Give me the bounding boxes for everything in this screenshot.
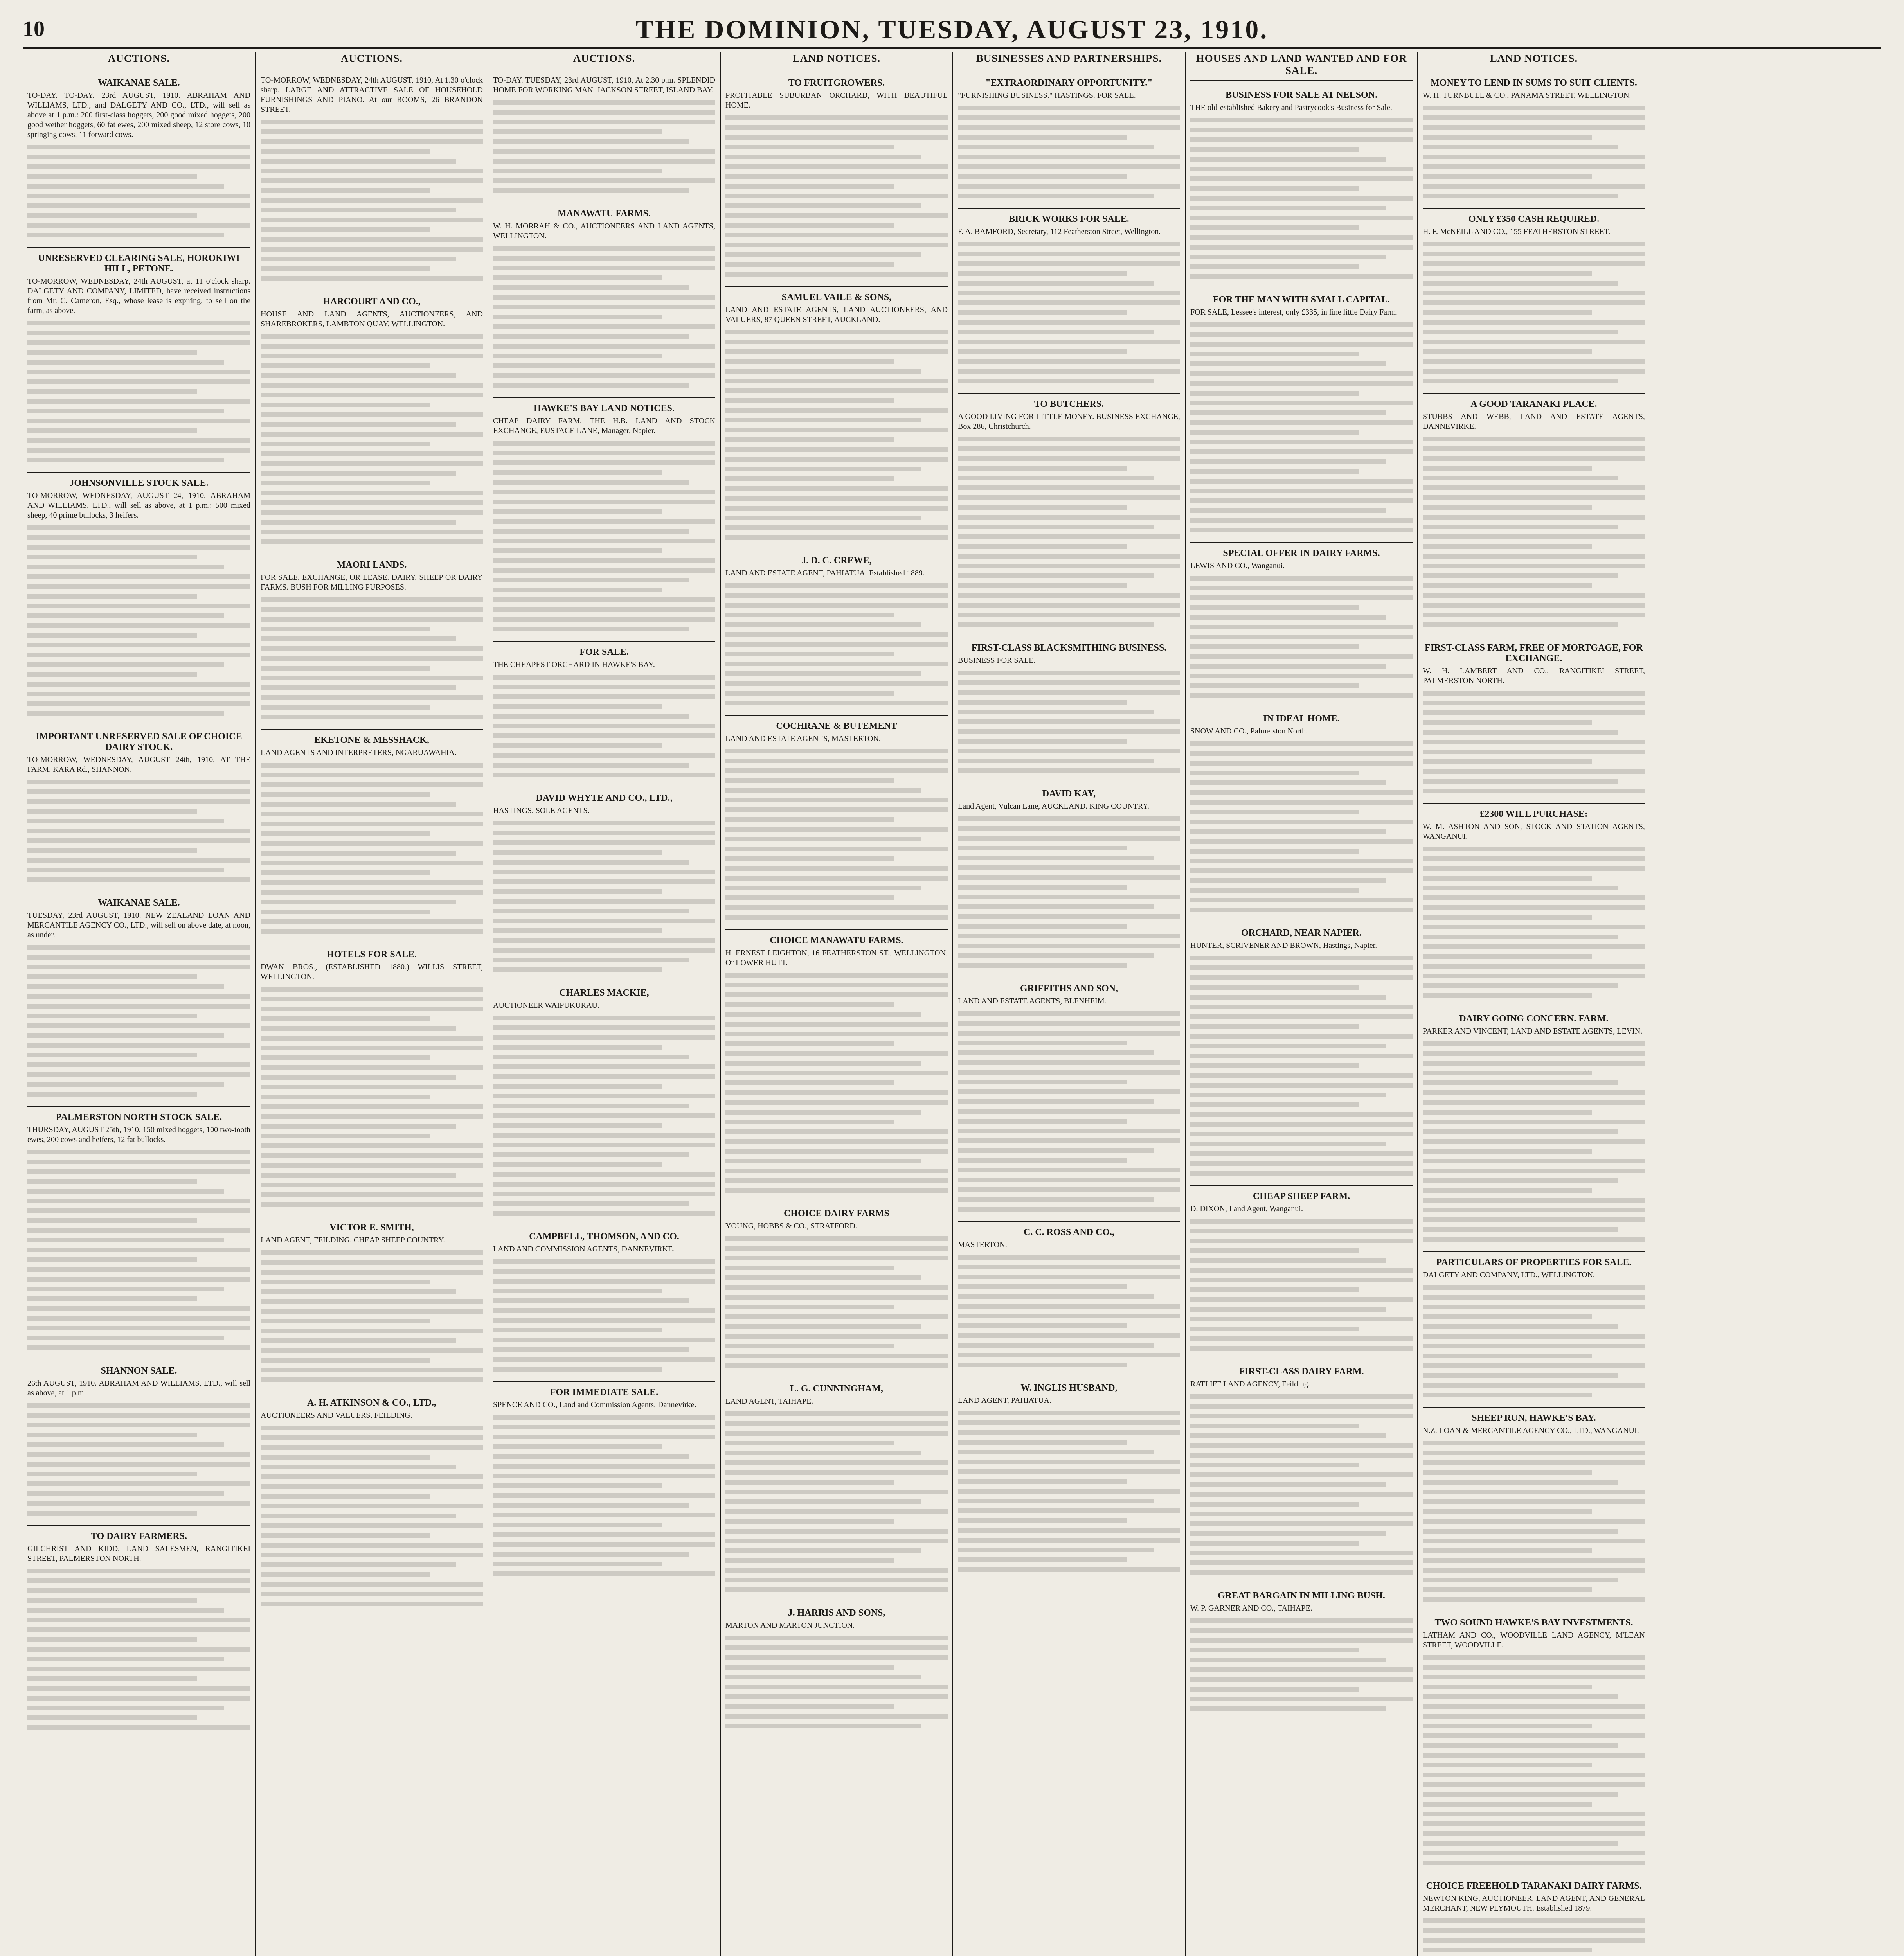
advertisement — [27, 473, 250, 726]
ad-heading: A. H. ATKINSON & CO., LTD., — [307, 1398, 437, 1408]
ad-heading: PALMERSTON NORTH STOCK SALE. — [56, 1112, 222, 1122]
ad-heading: SHEEP RUN, HAWKE'S BAY. — [1472, 1413, 1596, 1423]
column-heading: AUCTIONS. — [261, 52, 483, 68]
ad-body: LAND AND ESTATE AGENTS, MASTERTON. — [725, 734, 881, 743]
ad-body: PROFITABLE SUBURBAN ORCHARD, WITH BEAUTIFUL HOME. — [725, 91, 948, 110]
small-print-lines — [725, 1411, 948, 1592]
advertisement — [1423, 209, 1645, 394]
small-print-lines — [261, 334, 483, 544]
ad-body: H. F. McNEILL AND CO., 155 FEATHERSTON STREET. — [1423, 227, 1611, 236]
advertisement — [958, 394, 1180, 637]
ad-heading: COCHRANE & BUTEMENT — [776, 721, 897, 731]
advertisement — [1423, 1612, 1645, 1875]
small-print-lines — [958, 816, 1180, 968]
advertisement — [27, 1526, 250, 1740]
ad-heading: MAORI LANDS. — [337, 560, 407, 570]
ad-heading: CHEAP SHEEP FARM. — [1253, 1191, 1350, 1201]
ad-body: TO-MORROW, WEDNESDAY, 24th AUGUST, 1910, At 1.30 o'clock sharp. LARGE AND ATTRACTIVE SALE OF HOUSEHOLD FURNISHINGS AND PIANO. At our ROOMS, 26 BRANDON STREET. — [261, 76, 483, 114]
ad-body: SNOW AND CO., Palmerston North. — [1190, 727, 1308, 735]
advertisement — [725, 1378, 948, 1602]
ad-body: LAND AGENT, TAIHAPE. — [725, 1397, 813, 1406]
ad-body: AUCTIONEER WAIPUKURAU. — [493, 1001, 599, 1010]
advertisement — [27, 1107, 250, 1360]
small-print-lines — [493, 1016, 715, 1216]
ad-heading: WAIKANAE SALE. — [98, 78, 180, 88]
small-print-lines — [493, 1415, 715, 1576]
advertisement — [261, 1217, 483, 1392]
column-heading: BUSINESSES AND PARTNERSHIPS. — [958, 52, 1180, 68]
small-print-lines — [27, 1569, 250, 1730]
small-print-lines — [958, 671, 1180, 773]
ad-body: N.Z. LOAN & MERCANTILE AGENCY CO., LTD., WANGANUI. — [1423, 1426, 1639, 1435]
ad-heading: FOR SALE. — [579, 647, 629, 657]
small-print-lines — [261, 987, 483, 1207]
small-print-lines — [1423, 1041, 1645, 1242]
small-print-lines — [493, 441, 715, 631]
ad-heading: EKETONE & MESSHACK, — [314, 735, 429, 745]
masthead — [23, 14, 1881, 49]
advertisement — [27, 72, 250, 248]
ad-heading: FIRST-CLASS DAIRY FARM. — [1239, 1366, 1364, 1377]
ad-body: LAND AND ESTATE AGENTS, BLENHEIM. — [958, 997, 1107, 1005]
small-print-lines — [958, 437, 1180, 627]
ad-body: W. H. MORRAH & CO., AUCTIONEERS AND LAND AGENTS, WELLINGTON. — [493, 222, 715, 240]
column-heading: HOUSES AND LAND WANTED AND FOR SALE. — [1190, 52, 1413, 81]
ad-body: TO-DAY. TO-DAY. 23rd AUGUST, 1910. ABRAHAM AND WILLIAMS, LTD., and DALGETY AND CO., LTD., will sell as above at 1 p.m.: 200 first-class hoggets, 200 good mixed hoggets, 200 good wether hoggets, 60 fat ewes, 200 mixed sheep, 12 store cows, 10 springing cows, 11 forward cows. — [27, 91, 250, 139]
column-heading: AUCTIONS. — [493, 52, 715, 68]
small-print-lines — [725, 115, 948, 277]
ad-heading: £2300 WILL PURCHASE: — [1480, 809, 1588, 819]
advertisement — [1423, 72, 1645, 209]
ad-body: MARTON AND MARTON JUNCTION. — [725, 1621, 855, 1630]
ad-heading: FOR IMMEDIATE SALE. — [550, 1387, 659, 1397]
advertisement — [958, 209, 1180, 394]
ad-body: H. ERNEST LEIGHTON, 16 FEATHERSTON ST., WELLINGTON, Or LOWER HUTT. — [725, 949, 948, 967]
advertisement — [725, 72, 948, 287]
ad-heading: HAWKE'S BAY LAND NOTICES. — [534, 403, 675, 413]
ad-body: PARKER AND VINCENT, LAND AND ESTATE AGENTS, LEVIN. — [1423, 1027, 1643, 1036]
small-print-lines — [958, 242, 1180, 383]
advertisement — [493, 1226, 715, 1382]
ad-body: STUBBS AND WEBB, LAND AND ESTATE AGENTS, DANNEVIRKE. — [1423, 412, 1645, 431]
small-print-lines — [261, 763, 483, 934]
ad-body: DALGETY AND COMPANY, LTD., WELLINGTON. — [1423, 1271, 1595, 1279]
small-print-lines — [1190, 741, 1413, 912]
ad-body: W. P. GARNER AND CO., TAIHAPE. — [1190, 1604, 1312, 1613]
small-print-lines — [493, 246, 715, 388]
small-print-lines — [27, 1403, 250, 1516]
small-print-lines — [493, 675, 715, 777]
small-print-lines — [725, 1636, 948, 1728]
ad-body: W. H. LAMBERT AND CO., RANGITIKEI STREET, PALMERSTON NORTH. — [1423, 667, 1645, 685]
ad-body: LAND AGENT, FEILDING. CHEAP SHEEP COUNTRY. — [261, 1236, 445, 1244]
advertisement — [1423, 637, 1645, 804]
ad-body: GILCHRIST AND KIDD, LAND SALESMEN, RANGITIKEI STREET, PALMERSTON NORTH. — [27, 1544, 250, 1563]
small-print-lines — [493, 1259, 715, 1372]
small-print-lines — [1423, 691, 1645, 793]
advertisement — [493, 787, 715, 982]
page-title: THE DOMINION, TUESDAY, AUGUST 23, 1910. — [635, 14, 1269, 44]
small-print-lines — [1190, 1618, 1413, 1711]
advertisement — [1190, 922, 1413, 1186]
small-print-lines — [27, 145, 250, 237]
small-print-lines — [27, 945, 250, 1097]
ad-heading: MONEY TO LEND IN SUMS TO SUIT CLIENTS. — [1431, 78, 1637, 88]
ad-heading: GREAT BARGAIN IN MILLING BUSH. — [1218, 1591, 1385, 1601]
small-print-lines — [1190, 956, 1413, 1176]
small-print-lines — [1423, 1285, 1645, 1397]
ad-heading: BRICK WORKS FOR SALE. — [1009, 214, 1129, 224]
small-print-lines — [27, 780, 250, 882]
advertisement — [958, 1377, 1180, 1582]
ad-body: LAND AND ESTATE AGENT, PAHIATUA. Established 1889. — [725, 569, 925, 577]
column — [1417, 52, 1650, 1956]
advertisement — [27, 248, 250, 473]
advertisement — [725, 1203, 948, 1378]
small-print-lines — [1423, 1655, 1645, 1865]
ad-heading: CHARLES MACKIE, — [559, 988, 649, 998]
advertisement — [1423, 1408, 1645, 1612]
small-print-lines — [1190, 322, 1413, 532]
advertisement — [27, 892, 250, 1107]
advertisement — [725, 287, 948, 550]
ad-heading: C. C. ROSS AND CO., — [1023, 1227, 1115, 1237]
advertisement — [725, 716, 948, 930]
ad-heading: FIRST-CLASS BLACKSMITHING BUSINESS. — [971, 643, 1167, 653]
ad-body: THE old-established Bakery and Pastrycook's Business for Sale. — [1190, 103, 1392, 112]
advertisement — [958, 783, 1180, 978]
column — [1185, 52, 1417, 1956]
advertisement — [958, 1222, 1180, 1377]
advertisement — [493, 72, 715, 203]
ad-body: LAND AGENTS AND INTERPRETERS, NGARUAWAHIA. — [261, 748, 457, 757]
ad-heading: CHOICE DAIRY FARMS — [784, 1208, 889, 1219]
advertisement — [261, 291, 483, 554]
small-print-lines — [1423, 847, 1645, 998]
page-number: 10 — [23, 17, 45, 41]
ad-body: TO-DAY. TUESDAY, 23rd AUGUST, 1910, At 2.30 p.m. SPLENDID HOME FOR WORKING MAN. JACKSON STREET, ISLAND BAY. — [493, 76, 715, 94]
column-heading: LAND NOTICES. — [725, 52, 948, 68]
ad-body: W. M. ASHTON AND SON, STOCK AND STATION AGENTS, WANGANUI. — [1423, 822, 1645, 841]
advertisement — [1190, 708, 1413, 922]
small-print-lines — [493, 100, 715, 193]
ad-heading: TWO SOUND HAWKE'S BAY INVESTMENTS. — [1434, 1618, 1633, 1628]
advertisement — [1190, 1585, 1413, 1721]
ad-body: THE CHEAPEST ORCHARD IN HAWKE'S BAY. — [493, 660, 655, 669]
advertisement — [958, 978, 1180, 1222]
ad-heading: "EXTRAORDINARY OPPORTUNITY." — [985, 78, 1153, 88]
column — [255, 52, 488, 1956]
ad-body: MASTERTON. — [958, 1240, 1007, 1249]
ad-heading: DAVID KAY, — [1042, 789, 1096, 799]
column — [23, 52, 255, 1956]
small-print-lines — [958, 1011, 1180, 1212]
small-print-lines — [1190, 1394, 1413, 1575]
ad-heading: SPECIAL OFFER IN DAIRY FARMS. — [1223, 548, 1380, 558]
ad-heading: CHOICE FREEHOLD TARANAKI DAIRY FARMS. — [1426, 1881, 1642, 1891]
ad-body: LEWIS AND CO., Wanganui. — [1190, 561, 1285, 570]
ad-heading: SHANNON SALE. — [101, 1366, 177, 1376]
small-print-lines — [27, 525, 250, 716]
ad-body: TO-MORROW, WEDNESDAY, AUGUST 24, 1910. ABRAHAM AND WILLIAMS, LTD., will sell as above, at 1 p.m.: 500 mixed sheep, 40 prime bullocks, 3 heifers. — [27, 491, 250, 520]
ad-heading: UNRESERVED CLEARING SALE, HOROKIWI HILL, PETONE. — [38, 253, 240, 274]
small-print-lines — [958, 106, 1180, 198]
advertisement — [261, 730, 483, 944]
ad-body: TO-MORROW, WEDNESDAY, AUGUST 24th, 1910, AT THE FARM, KARA Rd., SHANNON. — [27, 755, 250, 774]
advertisement — [261, 554, 483, 730]
advertisement — [493, 398, 715, 642]
small-print-lines — [725, 330, 948, 540]
ad-body: FOR SALE, EXCHANGE, OR LEASE. DAIRY, SHEEP OR DAIRY FARMS. BUSH FOR MILLING PURPOSES. — [261, 573, 483, 591]
advertisement — [493, 1382, 715, 1586]
small-print-lines — [958, 1411, 1180, 1572]
advertisement — [261, 944, 483, 1217]
advertisement — [493, 642, 715, 787]
ad-heading: J. D. C. CREWE, — [801, 556, 872, 566]
ad-body: D. DIXON, Land Agent, Wanganui. — [1190, 1205, 1303, 1213]
small-print-lines — [1423, 437, 1645, 627]
ad-body: HASTINGS. SOLE AGENTS. — [493, 806, 590, 815]
ad-heading: GRIFFITHS AND SON, — [1020, 983, 1118, 994]
ad-heading: A GOOD TARANAKI PLACE. — [1470, 399, 1597, 409]
ad-body: HOUSE AND LAND AGENTS, AUCTIONEERS, AND SHAREBROKERS, LAMBTON QUAY, WELLINGTON. — [261, 310, 483, 328]
advertisement — [1423, 1252, 1645, 1408]
ad-heading: CHOICE MANAWATU FARMS. — [770, 935, 903, 946]
advertisement — [1423, 1008, 1645, 1252]
ad-heading: JOHNSONVILLE STOCK SALE. — [69, 478, 209, 488]
small-print-lines — [493, 821, 715, 972]
ad-heading: CAMPBELL, THOMSON, AND CO. — [529, 1231, 679, 1242]
advertisement — [1423, 394, 1645, 637]
ad-body: TO-MORROW, WEDNESDAY, 24th AUGUST, at 11 o'clock sharp. DALGETY AND COMPANY, LIMITED, have received instructions from Mr. C. Cameron, Esq., whose lease is expiring, to sell on the farm, as above. — [27, 277, 250, 315]
ad-body: THURSDAY, AUGUST 25th, 1910. 150 mixed hoggets, 100 two-tooth ewes, 200 cows and heifers, 12 fat bullocks. — [27, 1125, 250, 1144]
ad-heading: MANAWATU FARMS. — [558, 209, 651, 219]
advertisement — [958, 637, 1180, 783]
ad-body: YOUNG, HOBBS & CO., STRATFORD. — [725, 1222, 857, 1230]
advertisement — [725, 930, 948, 1203]
ad-body: LAND AND ESTATE AGENTS, LAND AUCTIONEERS, AND VALUERS, 87 QUEEN STREET, AUCKLAND. — [725, 306, 948, 324]
small-print-lines — [1190, 1219, 1413, 1351]
column — [952, 52, 1185, 1956]
ad-body: CHEAP DAIRY FARM. THE H.B. LAND AND STOCK EXCHANGE, EUSTACE LANE, Manager, Napier. — [493, 417, 715, 435]
ad-heading: FOR THE MAN WITH SMALL CAPITAL. — [1213, 295, 1390, 305]
ad-heading: SAMUEL VAILE & SONS, — [781, 292, 892, 302]
ad-heading: W. INGLIS HUSBAND, — [1020, 1383, 1118, 1393]
advertisement — [1423, 804, 1645, 1008]
ad-heading: IMPORTANT UNRESERVED SALE OF CHOICE DAIRY STOCK. — [36, 732, 242, 752]
advertisement — [1190, 1361, 1413, 1585]
advertisement — [493, 203, 715, 398]
ad-body: Land Agent, Vulcan Lane, AUCKLAND. KING COUNTRY. — [958, 802, 1150, 811]
advertisement — [1423, 1875, 1645, 1956]
ad-body: NEWTON KING, AUCTIONEER, LAND AGENT, AND GENERAL MERCHANT, NEW PLYMOUTH. Established 1879. — [1423, 1894, 1645, 1913]
ad-body: "FURNISHING BUSINESS." HASTINGS. FOR SALE. — [958, 91, 1136, 100]
small-print-lines — [1423, 242, 1645, 383]
small-print-lines — [1190, 576, 1413, 698]
ad-body: F. A. BAMFORD, Secretary, 112 Featherston Street, Wellington. — [958, 227, 1161, 236]
ad-heading: TO FRUITGROWERS. — [788, 78, 885, 88]
advertisement — [1190, 1186, 1413, 1361]
column-grid — [23, 52, 1881, 1956]
small-print-lines — [261, 120, 483, 281]
small-print-lines — [1423, 1918, 1645, 1956]
small-print-lines — [1423, 1441, 1645, 1602]
ad-heading: VICTOR E. SMITH, — [329, 1222, 414, 1233]
ad-body: SPENCE AND CO., Land and Commission Agents, Dannevirke. — [493, 1400, 696, 1409]
column — [488, 52, 720, 1956]
small-print-lines — [27, 321, 250, 462]
ad-body: LAND AGENT, PAHIATUA. — [958, 1396, 1051, 1405]
ad-heading: HOTELS FOR SALE. — [326, 949, 417, 960]
column-heading: AUCTIONS. — [27, 52, 250, 68]
ad-heading: DAVID WHYTE AND CO., LTD., — [536, 793, 673, 803]
advertisement — [1190, 289, 1413, 543]
ad-heading: TO BUTCHERS. — [1034, 399, 1104, 409]
small-print-lines — [725, 583, 948, 705]
ad-body: LATHAM AND CO., WOODVILLE LAND AGENCY, M'LEAN STREET, WOODVILLE. — [1423, 1631, 1645, 1649]
ad-body: LAND AND COMMISSION AGENTS, DANNEVIRKE. — [493, 1245, 675, 1253]
column-heading: LAND NOTICES. — [1423, 52, 1645, 68]
ad-body: BUSINESS FOR SALE. — [958, 656, 1036, 665]
advertisement — [261, 72, 483, 291]
ad-heading: TO DAIRY FARMERS. — [90, 1531, 187, 1541]
ad-body: HUNTER, SCRIVENER AND BROWN, Hastings, Napier. — [1190, 941, 1377, 950]
ad-heading: ONLY £350 CASH REQUIRED. — [1468, 214, 1600, 224]
advertisement — [725, 550, 948, 716]
ad-body: W. H. TURNBULL & CO., PANAMA STREET, WELLINGTON. — [1423, 91, 1631, 100]
ad-body: RATLIFF LAND AGENCY, Feilding. — [1190, 1380, 1310, 1388]
ad-body: AUCTIONEERS AND VALUERS, FEILDING. — [261, 1411, 412, 1420]
ad-heading: J. HARRIS AND SONS, — [788, 1608, 885, 1618]
ad-heading: FIRST-CLASS FARM, FREE OF MORTGAGE, FOR EXCHANGE. — [1425, 643, 1643, 663]
ad-body: DWAN BROS., (ESTABLISHED 1880.) WILLIS STREET, WELLINGTON. — [261, 963, 483, 981]
small-print-lines — [725, 749, 948, 920]
column — [720, 52, 952, 1956]
small-print-lines — [1190, 118, 1413, 279]
small-print-lines — [1423, 106, 1645, 198]
ad-heading: BUSINESS FOR SALE AT NELSON. — [1226, 90, 1377, 100]
small-print-lines — [958, 1255, 1180, 1367]
ad-body: FOR SALE, Lessee's interest, only £335, in fine little Dairy Farm. — [1190, 308, 1398, 316]
small-print-lines — [261, 597, 483, 719]
advertisement — [1190, 543, 1413, 708]
advertisement — [27, 726, 250, 892]
advertisement — [493, 982, 715, 1226]
advertisement — [1190, 84, 1413, 289]
advertisement — [958, 72, 1180, 209]
ad-heading: DAIRY GOING CONCERN. FARM. — [1459, 1014, 1609, 1024]
small-print-lines — [725, 1236, 948, 1368]
ad-heading: HARCOURT AND CO., — [323, 297, 421, 307]
ad-heading: IN IDEAL HOME. — [1263, 714, 1340, 724]
advertisement — [27, 1360, 250, 1526]
small-print-lines — [27, 1150, 250, 1350]
ad-heading: WAIKANAE SALE. — [98, 898, 180, 908]
ad-heading: ORCHARD, NEAR NAPIER. — [1241, 928, 1362, 938]
small-print-lines — [261, 1250, 483, 1382]
ad-body: 26th AUGUST, 1910. ABRAHAM AND WILLIAMS, LTD., will sell as above, at 1 p.m. — [27, 1379, 250, 1397]
small-print-lines — [261, 1426, 483, 1606]
ad-body: A GOOD LIVING FOR LITTLE MONEY. BUSINESS EXCHANGE, Box 286, Christchurch. — [958, 412, 1180, 431]
small-print-lines — [725, 973, 948, 1193]
ad-heading: PARTICULARS OF PROPERTIES FOR SALE. — [1436, 1257, 1632, 1267]
ad-body: TUESDAY, 23rd AUGUST, 1910. NEW ZEALAND LOAN AND MERCANTILE AGENCY CO., LTD., will sell on above date, at noon, as under. — [27, 911, 250, 939]
advertisement — [725, 1602, 948, 1738]
advertisement — [261, 1392, 483, 1616]
ad-heading: L. G. CUNNINGHAM, — [790, 1384, 883, 1394]
